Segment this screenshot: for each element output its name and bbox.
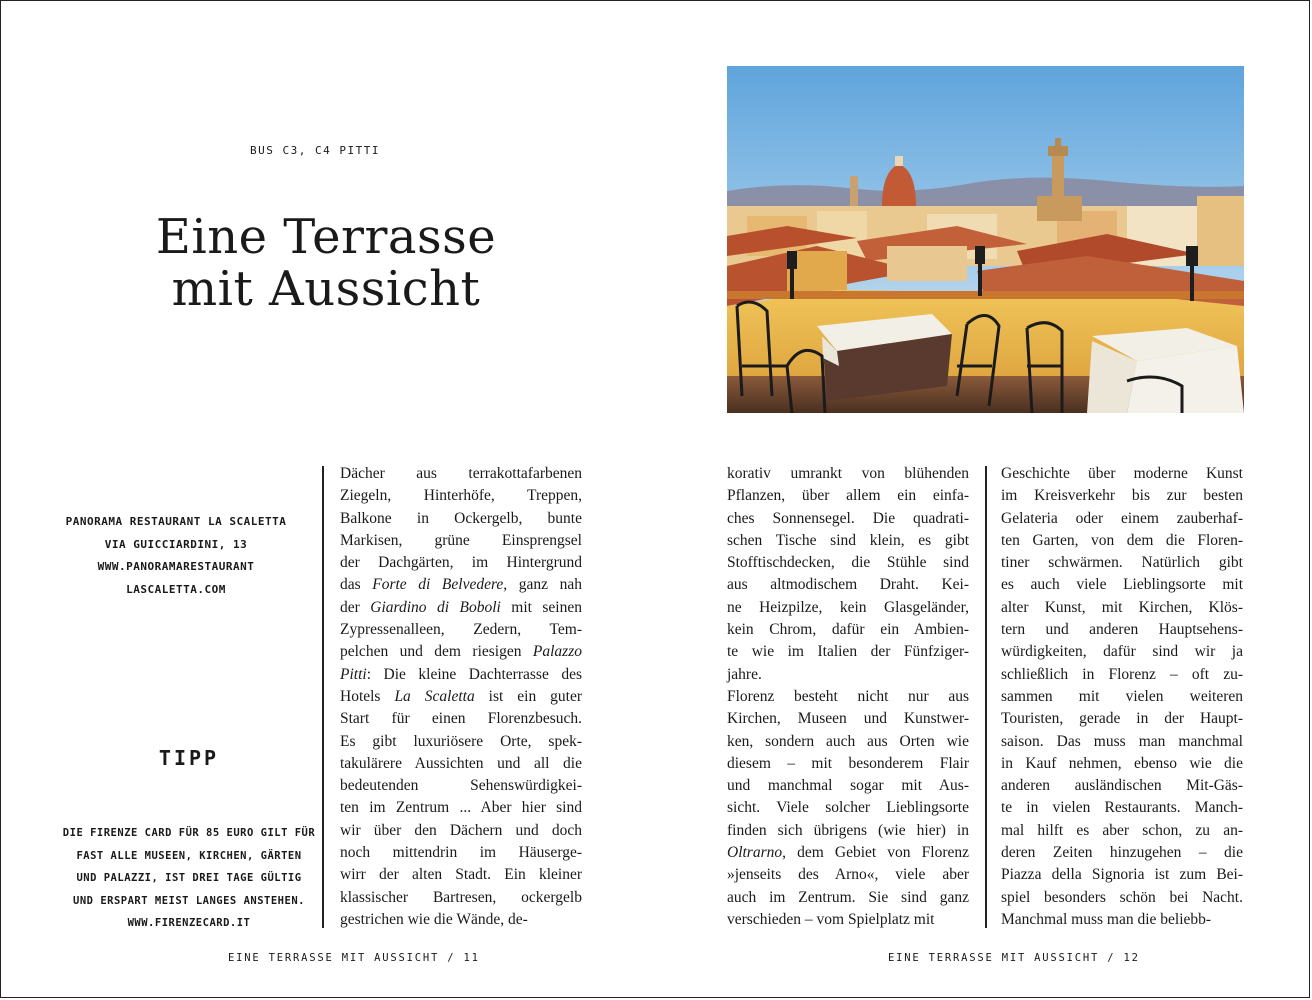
body-line: te in vielen Restaurants. Manch- [1001, 799, 1243, 817]
body-line: wirr der alten Stadt. Ein kleiner [340, 866, 582, 884]
column-rule-left [322, 466, 324, 928]
italic-term: La Scaletta [394, 687, 475, 705]
address-line: PANORAMA RESTAURANT LA SCALETTA [65, 515, 287, 528]
body-line: spiel besonders schön bei Nacht. [1001, 888, 1243, 906]
body-line: Florenz besteht nicht nur aus [727, 687, 969, 705]
body-line: te wie im Italien der Fünfziger- [727, 643, 969, 661]
body-line: schen Tische sind klein, es gibt [727, 531, 969, 549]
body-line: Piazza della Signoria ist zum Bei- [1001, 866, 1243, 884]
body-line: ne Heizpilze, kein Glasgeländer, [727, 598, 969, 616]
body-line: alter Kunst, mit Kirchen, Klös- [1001, 598, 1243, 616]
body-line: tern und anderen Hauptsehens- [1001, 621, 1243, 639]
address-line: LASCALETTA.COM [126, 582, 226, 596]
chapter-title [141, 211, 511, 315]
body-line: deren Zeiten hinzugehen – die [1001, 844, 1243, 862]
body-line: Dächer aus terrakottafarbenen [340, 465, 582, 482]
body-line: verschieden – vom Spielplatz mit [727, 910, 935, 928]
body-text-right-col1 [727, 463, 969, 931]
body-line: ken, sondern auch aus Orten wie [727, 732, 969, 750]
body-line: Hotels La Scaletta ist ein guter [340, 687, 583, 705]
body-line: bedeutenden Sehenswürdigkei- [340, 777, 582, 795]
body-line: sicht. Viele solcher Lieblingsorte [727, 799, 969, 817]
body-line: Es gibt luxuriösere Orte, spek- [340, 732, 582, 750]
body-line: tiner schwärmen. Natürlich gibt [1001, 554, 1243, 572]
terrace-parapet [727, 291, 1244, 299]
body-line: das Forte di Belvedere, ganz nah [340, 576, 582, 594]
body-line: korativ umrankt von blühenden [727, 465, 969, 482]
italic-term: Oltrarno [727, 844, 783, 862]
body-line: finden sich übrigens (wie hier) in [727, 821, 969, 839]
italic-term: Giardino di Boboli [370, 598, 501, 616]
body-line: Manchmal muss man die beliebb- [1001, 910, 1212, 928]
body-line: auch im Zentrum. Sie sind ganz [727, 888, 969, 906]
address-line: WWW.PANORAMARESTAURANT [97, 560, 255, 573]
body-line: Markisen, grüne Einsprengsel [340, 531, 582, 549]
body-line: pelchen und dem riesigen Palazzo [340, 643, 582, 661]
body-line: sammen mit vielen weiteren [1001, 687, 1243, 705]
body-line: schließlich in Florenz – oft zu- [1001, 665, 1243, 683]
body-line: jahre. [727, 665, 762, 683]
italic-term: Palazzo [532, 643, 582, 661]
body-line: Geschichte über moderne Kunst [1001, 465, 1243, 482]
body-line: Zypressenalleen, Zedern, Tem- [340, 621, 582, 639]
body-line: wir über den Dächern und doch [340, 821, 582, 839]
page-footer-right: EINE TERRASSE MIT AUSSICHT / 12 [888, 952, 1140, 964]
body-line: klassischer Bartresen, ockergelb [340, 888, 582, 906]
body-line: »jenseits des Arno«, viele aber [727, 866, 969, 884]
body-line: Kirchen, Museen und Kunstwer- [727, 710, 969, 728]
tip-line: DIE FIRENZE CARD FÜR 85 EURO GILT FÜR [62, 827, 316, 839]
body-line: diesem – mit besonderem Flair [727, 754, 969, 772]
body-line: ten im Zentrum ... Aber hier sind [340, 799, 582, 817]
page-footer-left: EINE TERRASSE MIT AUSSICHT / 11 [228, 952, 480, 964]
tip-heading: TIPP [158, 746, 220, 770]
title-line-2: mit Aussicht [171, 261, 481, 317]
body-line: Touristen, gerade in der Haupt- [1001, 710, 1243, 728]
body-text-left [340, 463, 582, 931]
column-rule-right [985, 466, 987, 928]
rooftop-terrace-photo [727, 66, 1244, 413]
body-text-right-col2 [1001, 463, 1243, 931]
title-line-1: Eine Terrasse [155, 209, 497, 265]
body-line: noch mittendrin im Häuserge- [340, 844, 582, 862]
body-line: es auch viele Lieblingsorte mit [1001, 576, 1243, 594]
tip-body [59, 822, 319, 935]
body-line: im Kreisverkehr bis zur besten [1001, 487, 1243, 505]
italic-term: Pitti [340, 665, 367, 683]
body-line: kein Chrom, dafür ein Ambien- [727, 621, 969, 639]
building-facade [887, 246, 967, 281]
tip-line: WWW.FIRENZECARD.IT [127, 917, 251, 929]
address-line: VIA GUICCIARDINI, 13 [104, 537, 248, 551]
body-line: gestrichen wie die Wände, de- [340, 910, 528, 928]
body-line: Pitti: Die kleine Dachterrasse des [340, 665, 582, 683]
body-line: Oltrarno, dem Gebiet von Florenz [727, 844, 969, 862]
body-line: der Giardino di Boboli mit seinen [340, 598, 582, 616]
body-line: mal hilft es aber schon, zu an- [1001, 821, 1243, 839]
body-line: anderen ausländischen Mit-Gäs- [1001, 777, 1243, 795]
body-line: Stofftischdecken, die Stühle sind [727, 554, 969, 572]
tip-line: UND PALAZZI, IST DREI TAGE GÜLTIG [76, 872, 302, 884]
body-line: in Kauf nehmen, ebenso wie die [1001, 754, 1243, 772]
tip-line: FAST ALLE MUSEEN, KIRCHEN, GÄRTEN [76, 849, 302, 862]
body-line: Start für einen Florenzbesuch. [340, 710, 582, 728]
body-line: Gelateria oder einem zauberhaf- [1001, 509, 1243, 527]
body-line: und manchmal sogar mit Aus- [727, 777, 969, 795]
address-block [61, 511, 291, 601]
body-line: Ziegeln, Hinterhöfe, Treppen, [340, 487, 582, 505]
body-line: aus altmodischem Draht. Kei- [727, 576, 969, 594]
body-line: saison. Das muss man manchmal [1001, 732, 1243, 750]
body-line: Balkone in Ockergelb, bunte [340, 509, 582, 527]
body-line: takulärere Aussichten und all die [340, 754, 582, 772]
body-line: der Dachgärten, im Hintergrund [340, 554, 582, 572]
tip-line: UND ERSPART MEIST LANGES ANSTEHEN. [73, 894, 305, 907]
transit-info: BUS C3, C4 PITTI [250, 144, 380, 157]
body-line: ches Sonnensegel. Die quadrati- [727, 509, 969, 527]
italic-term: Forte di Belvedere [372, 576, 504, 594]
dining-table [1087, 328, 1244, 413]
body-line: ten Garten, von dem die Floren- [1001, 531, 1243, 549]
body-line: Pflanzen, über allem ein einfa- [727, 487, 969, 505]
body-line: würdigkeiten, dafür sind wir ja [1001, 643, 1243, 661]
photo-illustration [727, 66, 1244, 413]
